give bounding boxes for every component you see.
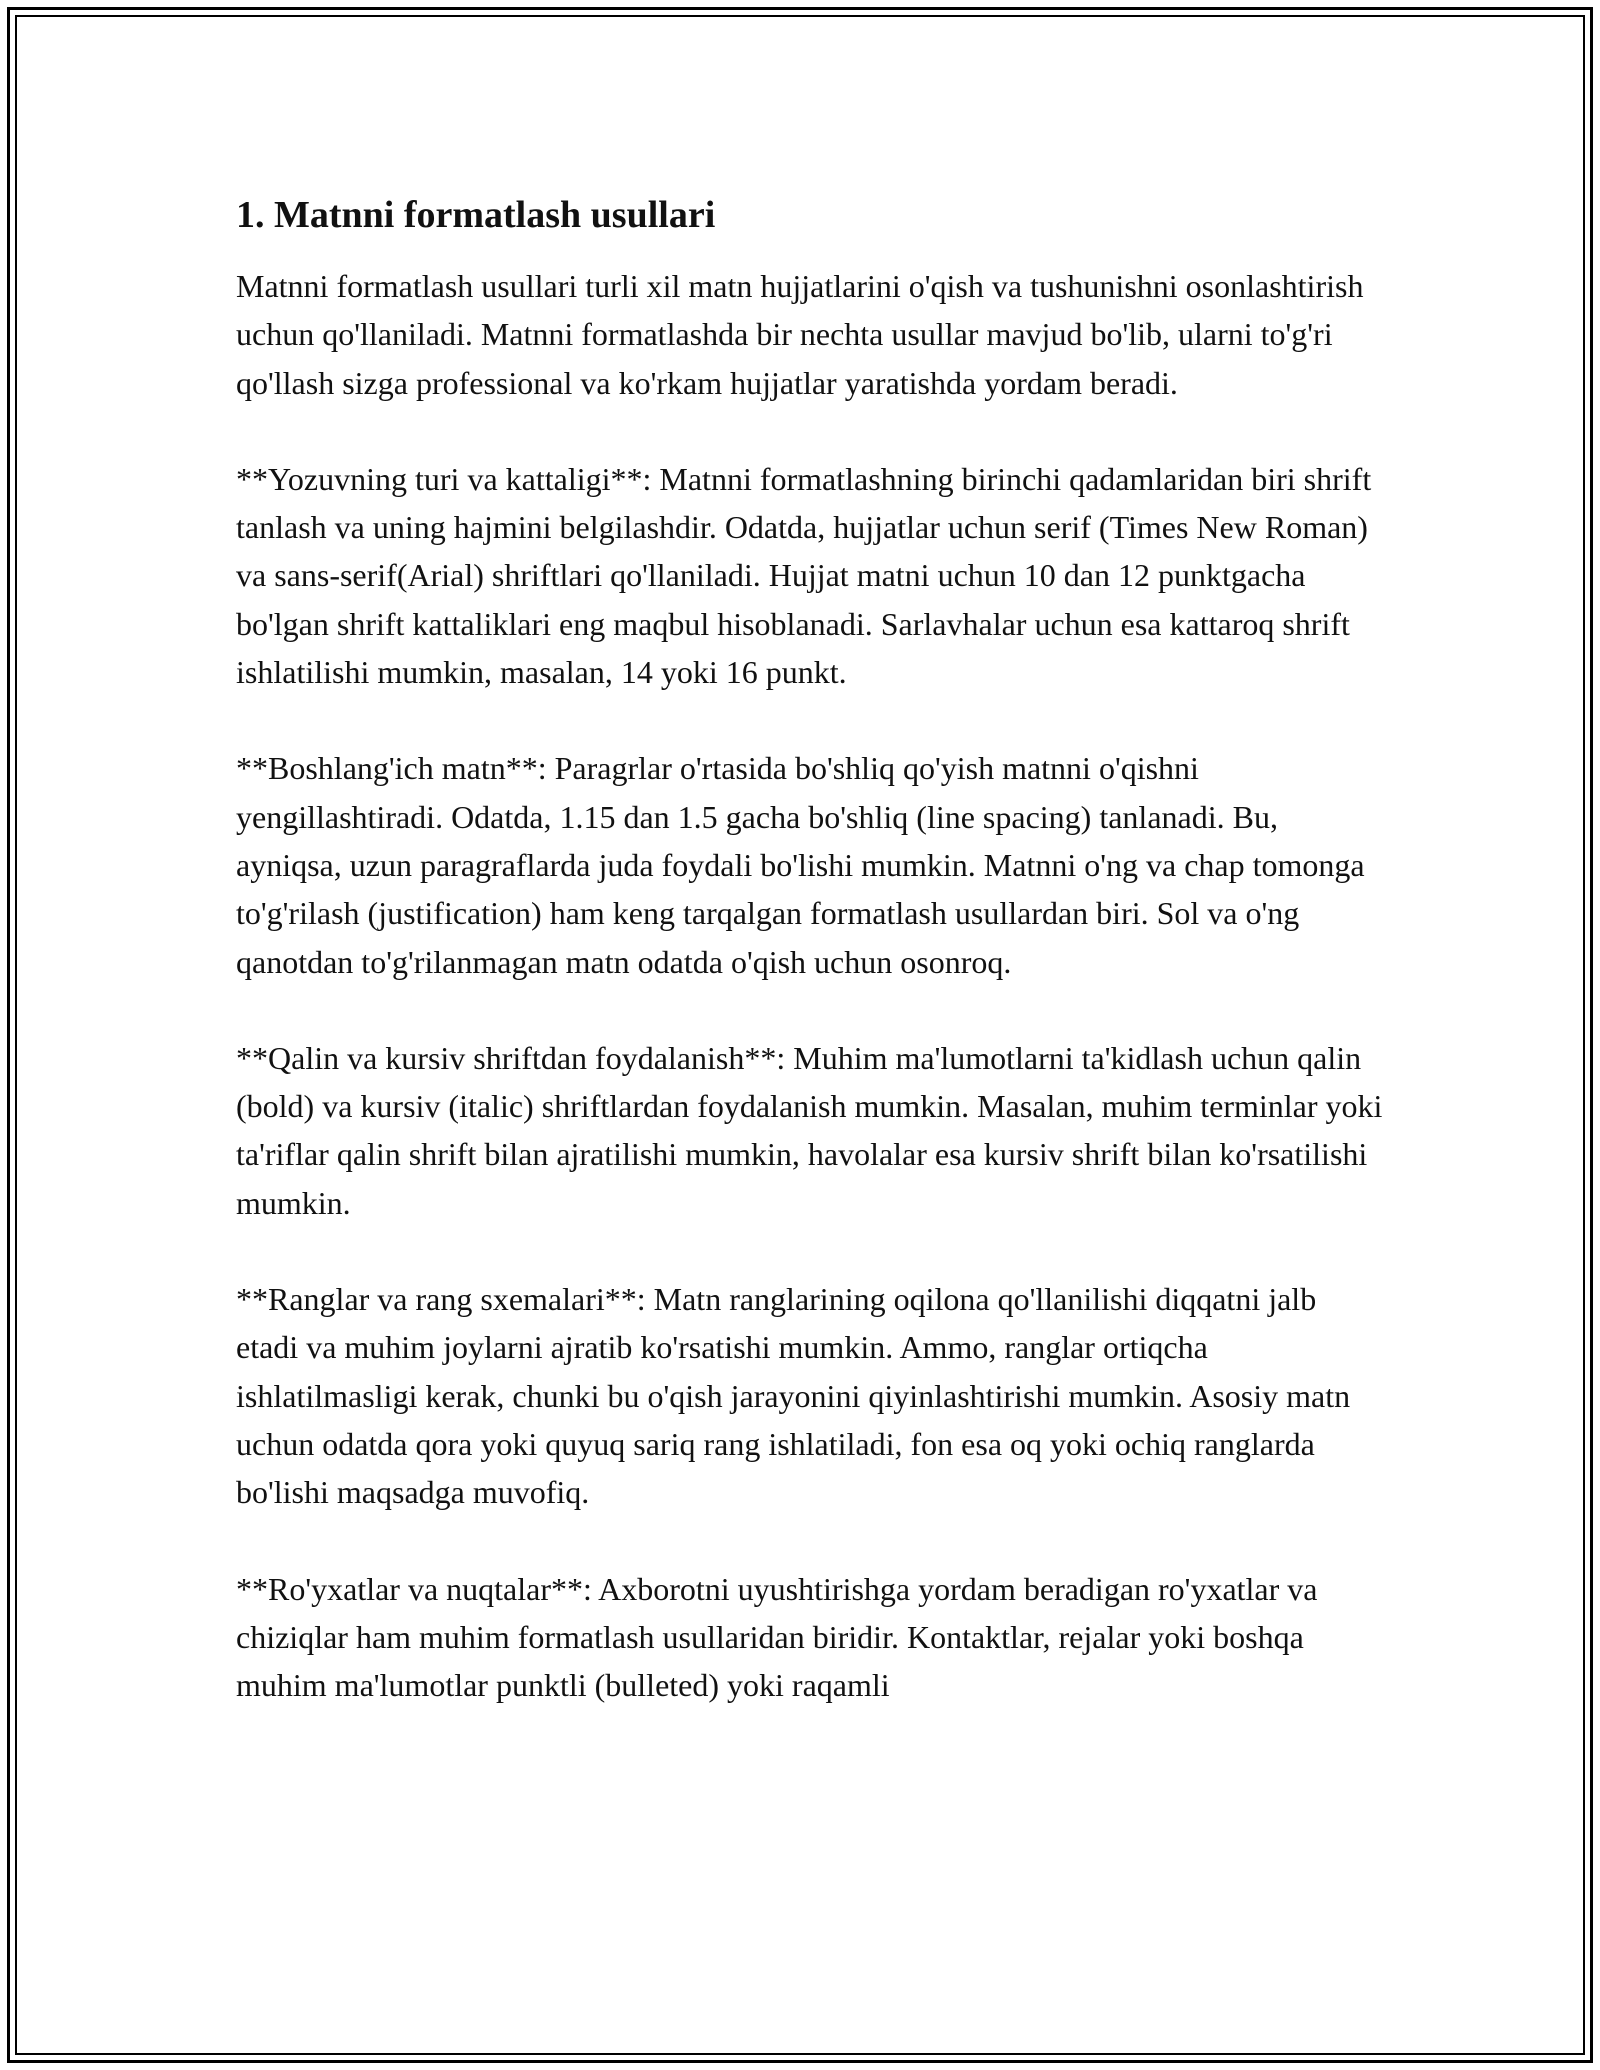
document-body xyxy=(236,190,1386,1709)
paragraph-font-type-size: **Yozuvning turi va kattaligi**: Matnni formatlashning birinchi qadamlaridan biri shrift tanlash va uning hajmini belgilashdir. Odatda, hujjatlar uchun serif (Times New Roman) va sans-serif(Arial) shriftlari qo'llaniladi. Hujjat matni uchun 10 dan 12 punktgacha bo'lgan shrift kattaliklari eng maqbul hisoblanadi. Sarlavhalar uchun esa kattaroq shrift ishlatilishi mumkin, masalan, 14 yoki 16 punkt. xyxy=(236,460,1372,691)
paragraph-bold-italic: **Qalin va kursiv shriftdan foydalanish**: Muhim ma'lumotlarni ta'kidlash uchun qalin (bold) va kursiv (italic) shriftlardan foydalanish mumkin. Masalan, muhim terminlar yoki ta'riflar qalin shrift bilan ajratilishi mumkin, havolalar esa kursiv shrift bilan ko'rsatilishi mumkin. xyxy=(236,1039,1383,1221)
paragraph-colors: **Ranglar va rang sxemalari**: Matn ranglarining oqilona qo'llanilishi diqqatni jalb etadi va muhim joylarni ajratib ko'rsatishi mumkin. Ammo, ranglar ortiqcha ishlatilmasligi kerak, chunki bu o'qish jarayonini qiyinlashtirishi mumkin. Asosiy matn uchun odatda qora yoki quyuq sariq rang ishlatiladi, fon esa oq yoki ochiq ranglarda bo'lishi maqsadga muvofiq. xyxy=(236,1281,1351,1511)
paragraph-lists: **Ro'yxatlar va nuqtalar**: Axborotni uyushtirishga yordam beradigan ro'yxatlar va chiziqlar ham muhim formatlash usullaridan biridir. Kontaktlar, rejalar yoki boshqa muhim ma'lumotlar punktli (bulleted) yoki raqamli xyxy=(236,1570,1318,1704)
paragraph-initial-text: **Boshlang'ich matn**: Paragrlar o'rtasida bo'shliq qo'yish matnni o'qishni yengillashtiradi. Odatda, 1.15 dan 1.5 gacha bo'shliq (line spacing) tanlanadi. Bu, ayniqsa, uzun paragraflarda juda foydali bo'lishi mumkin. Matnni o'ng va chap tomonga to'g'rilash (justification) ham keng tarqalgan formatlash usullardan biri. Sol va o'ng qanotdan to'g'rilanmagan matn odatda o'qish uchun osonroq. xyxy=(236,750,1365,980)
paragraph-intro: Matnni formatlash usullari turli xil matn hujjatlarini o'qish va tushunishni osonlashtirish uchun qo'llaniladi. Matnni formatlashda bir nechta usullar mavjud bo'lib, ularni to'g'ri qo'llash sizga professional va ko'rkam hujjatlar yaratishda yordam beradi. xyxy=(236,268,1364,401)
section-heading: 1. Matnni formatlash usullari xyxy=(236,194,716,236)
